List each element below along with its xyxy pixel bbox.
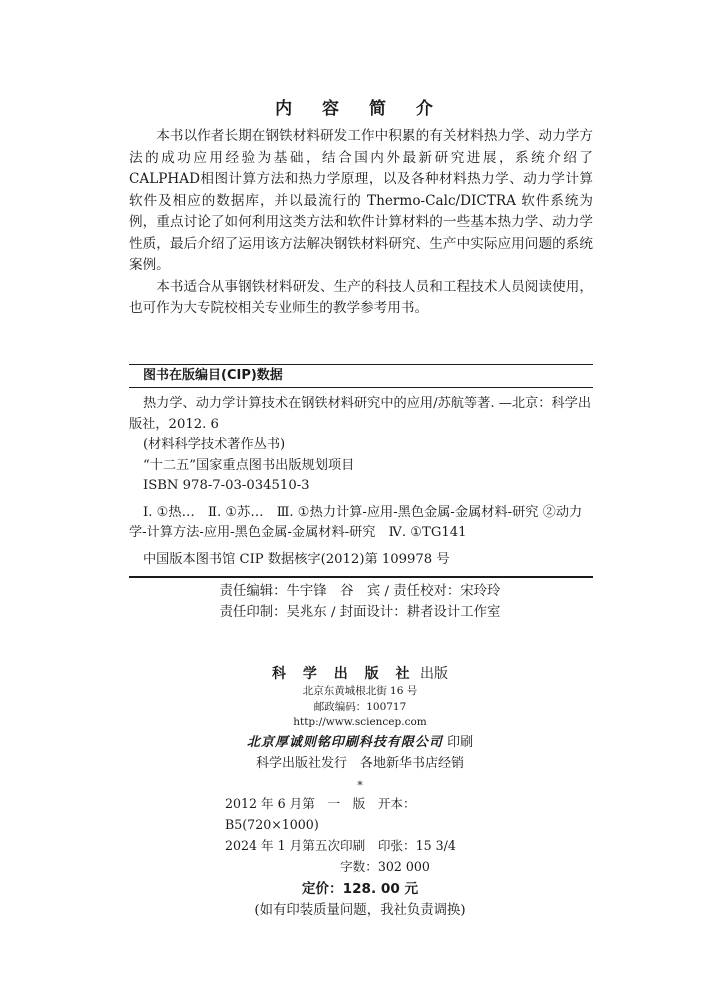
publication-info: [0, 664, 720, 921]
separator-star: *: [357, 778, 363, 792]
publisher-postcode: 邮政编码：100717: [313, 700, 407, 713]
printer-line: [0, 733, 720, 753]
content-summary: [129, 126, 593, 320]
cip-record-line: 热力学、动力学计算技术在钢铁材料研究中的应用/苏航等著. —北京：科学出版社，2012. 6: [129, 396, 592, 432]
word-count: 字数：302 000: [340, 858, 430, 874]
editors-line-1: 责任编辑：牛宇锋 谷 宾 / 责任校对：宋玲玲: [219, 584, 501, 599]
edition-spec: [0, 793, 720, 877]
cip-body: [129, 388, 593, 570]
cip-isbn: ISBN 978-7-03-034510-3: [143, 478, 310, 493]
cip-bottom-rule: [129, 576, 593, 578]
editors-line-2: 责任印制：吴兆东 / 封面设计：耕者设计工作室: [219, 604, 501, 620]
cip-classification: Ⅰ. ①热… Ⅱ. ①苏… Ⅲ. ①热力计算-应用-黑色金属-金属材料-研究 ②动力学-计算方法-应用-黑色金属-金属材料-研究 Ⅳ. ①TG141: [129, 504, 583, 540]
publisher-name: 科 学 出 版 社: [272, 666, 416, 682]
printer-suffix: 印刷: [442, 734, 474, 750]
cip-project: “十二五”国家重点图书出版规划项目: [143, 457, 355, 473]
editors-block: [0, 582, 720, 623]
publisher-website: http://www.sciencep.com: [293, 716, 427, 728]
cip-series: (材料科学技术著作丛书): [143, 437, 286, 452]
price: 定价：128. 00 元: [301, 880, 419, 897]
cip-number: 中国版本图书馆 CIP 数据核字(2012)第 109978 号: [143, 551, 450, 567]
page-title: 内 容 简 介: [275, 99, 445, 119]
publisher-address: 北京东黄城根北街 16 号: [302, 685, 418, 697]
cip-heading: 图书在版编目(CIP)数据: [143, 368, 283, 383]
edition-line: 2012 年 6 月第 一 版 开本：B5(720×1000): [225, 795, 416, 832]
printer-name: 北京厚诚则铭印刷科技有限公司: [246, 734, 443, 750]
quality-note: (如有印装质量问题，我社负责调换): [254, 902, 466, 918]
publisher-suffix: 出版: [415, 666, 448, 682]
printing-line: 2024 年 1 月第五次印刷 印张：15 3/4: [225, 837, 456, 853]
summary-paragraph-1: 本书以作者长期在钢铁材料研发工作中积累的有关材料热力学、动力学方法的成功应用经验为基础，结合国内外最新研究进展，系统介绍了CALPHAD相图计算方法和热力学原理，以及各种材料热力学、动力学计算软件及相应的数据库，并以最流行的 Thermo-Calc/DICTRA 软件系统为例，重点讨论了如何利用这类方法和软件计算材料的一些基本热力学、动力学性质，最后介绍了运用该方法解决钢铁材料研究、生产中实际应用问题的系统案例。: [129, 128, 593, 273]
publisher-line: [0, 664, 720, 684]
summary-paragraph-2: 本书适合从事钢铁材料研发、生产的科技人员和工程技术人员阅读使用，也可作为大专院校相关专业师生的教学参考用书。: [129, 278, 593, 316]
distribution-line: 科学出版社发行 各地新华书店经销: [255, 755, 464, 771]
cip-block: [129, 364, 593, 578]
